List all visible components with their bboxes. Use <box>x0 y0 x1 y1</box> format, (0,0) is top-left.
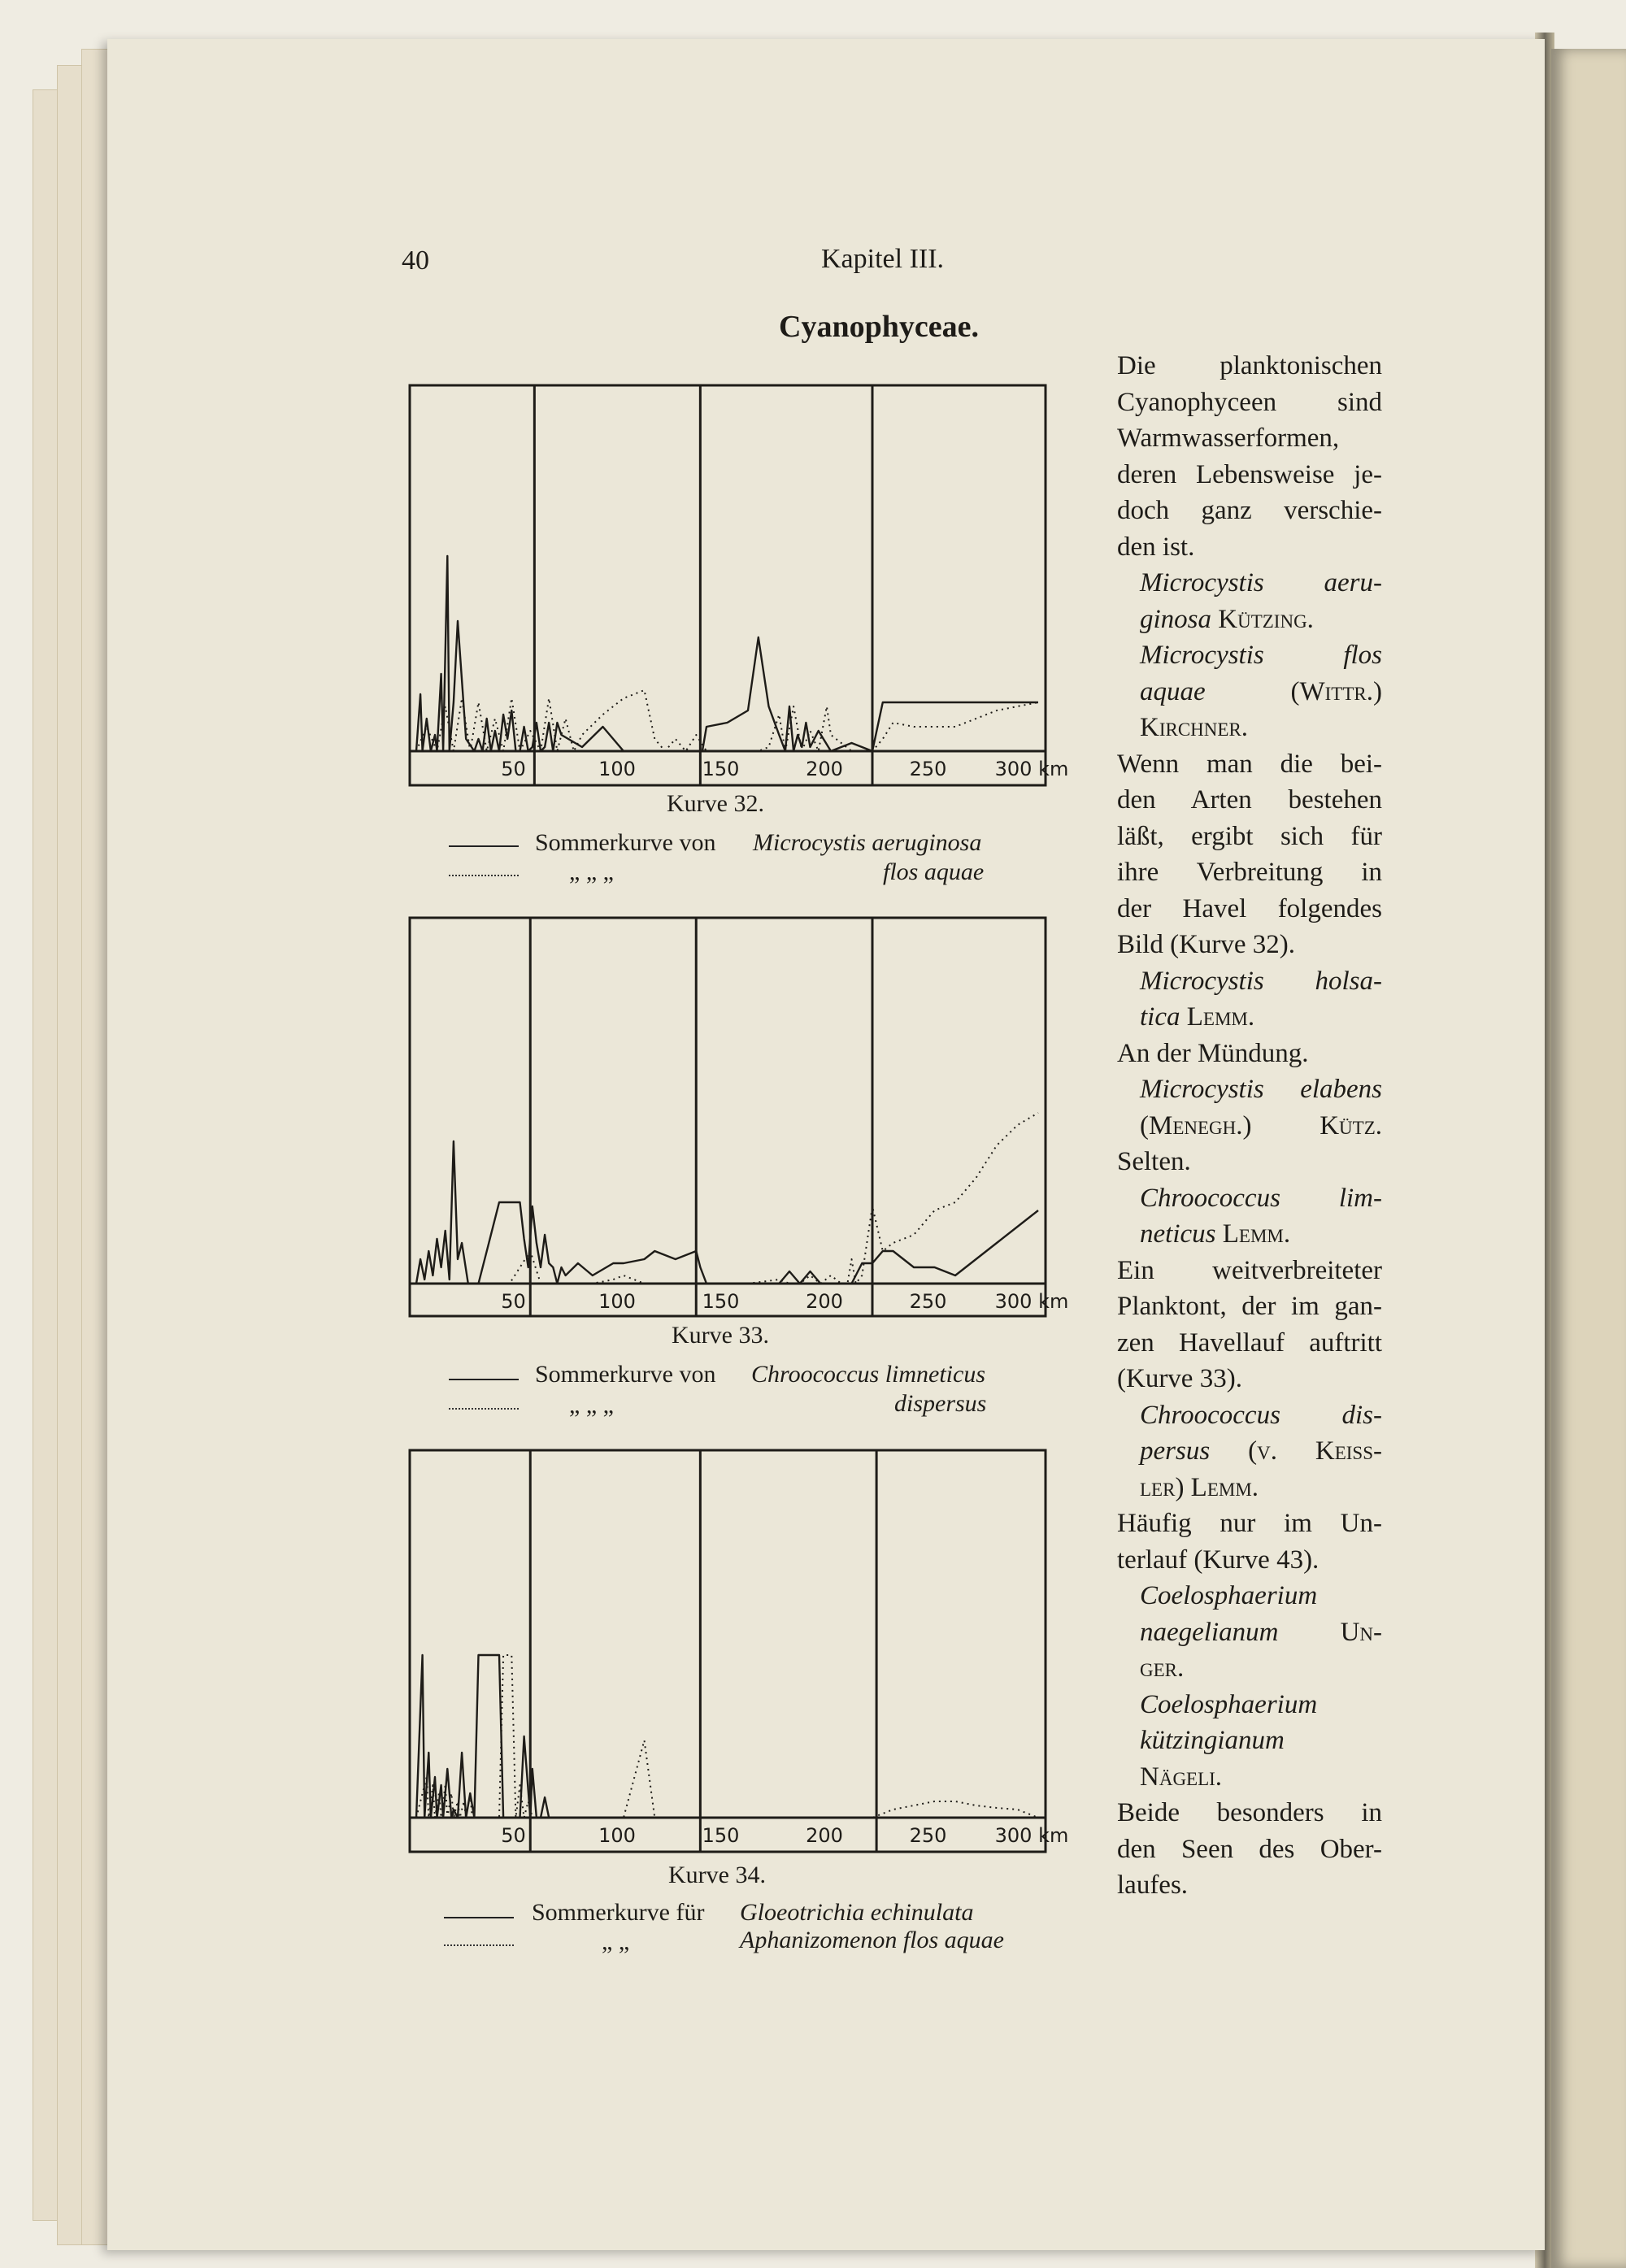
x-tick-label: 150 <box>702 758 740 780</box>
page-number: 40 <box>402 245 429 276</box>
body-text-line: zen Havellauf auftritt <box>1117 1327 1382 1358</box>
legend-dotted-line <box>444 1944 514 1946</box>
body-text-line <box>1117 999 1382 1036</box>
body-text-line <box>1117 674 1382 710</box>
chart-svg <box>408 1449 1069 1853</box>
figure-kurve-32 <box>408 384 1069 787</box>
x-tick-label: 50 <box>501 758 526 780</box>
author-name: Un- <box>1340 1617 1382 1647</box>
plot-frame <box>410 1450 1046 1852</box>
author-name: Lemm. <box>1222 1219 1291 1249</box>
body-text-line: Selten. <box>1117 1147 1191 1176</box>
x-tick-label: 200 <box>806 1824 843 1847</box>
figure-caption: Kurve 34. <box>668 1862 766 1888</box>
legend-prefix: Sommerkurve für <box>532 1899 705 1926</box>
x-tick-label: 100 <box>598 1824 636 1847</box>
x-tick-label: 300 km <box>994 758 1069 780</box>
body-text-line: Beide besonders in <box>1117 1798 1382 1827</box>
x-tick-label: 300 km <box>994 1824 1069 1847</box>
legend-ditto: „ „ „ <box>569 858 614 885</box>
body-text-line: Häufig nur im Un- <box>1117 1509 1382 1538</box>
body-text-line <box>1117 1433 1382 1470</box>
figure-kurve-34 <box>408 1449 1069 1853</box>
legend-ditto: „ „ <box>602 1928 630 1955</box>
italic-taxon: tica <box>1140 1002 1180 1032</box>
section-title: Cyanophyceae. <box>779 310 979 344</box>
body-text-line: kützingianum <box>1140 1726 1285 1755</box>
body-text-line: Microcystis flos <box>1140 641 1382 670</box>
legend-prefix: Sommerkurve von <box>535 829 716 856</box>
legend-solid-line <box>449 845 519 847</box>
body-text-line: Nägeli. <box>1140 1762 1223 1792</box>
plot-frame <box>410 918 1046 1316</box>
body-text-line: Chroococcus dis- <box>1140 1400 1382 1430</box>
legend-dotted-line <box>449 875 519 876</box>
body-text-line: Ein weitverbreiteter <box>1117 1255 1382 1285</box>
body-text-line: Microcystis holsa- <box>1140 966 1382 996</box>
legend-dotted-line <box>449 1408 519 1410</box>
body-text-line: An der Mündung. <box>1117 1038 1309 1068</box>
chart-svg <box>408 916 1069 1318</box>
series-line <box>416 1141 1038 1284</box>
body-text-line: der Havel folgendes <box>1117 893 1382 923</box>
x-tick-label: 150 <box>702 1824 740 1847</box>
body-text-line: Planktont, der im gan- <box>1117 1292 1382 1321</box>
body-text-line: terlauf (Kurve 43). <box>1117 1545 1319 1575</box>
legend-series-2: flos aquae <box>883 858 985 885</box>
legend-series-2: Aphanizomenon flos aquae <box>740 1927 1004 1953</box>
body-text-line: ihre Verbreitung in <box>1117 858 1382 887</box>
series-line <box>416 556 1038 751</box>
x-tick-label: 200 <box>806 1290 843 1313</box>
body-text-line: (Kurve 33). <box>1117 1364 1242 1393</box>
legend-ditto: „ „ „ <box>569 1392 614 1419</box>
legend-series-1: Microcystis aeruginosa <box>753 829 982 856</box>
x-tick-label: 300 km <box>994 1290 1069 1313</box>
x-tick-label: 150 <box>702 1290 740 1313</box>
italic-taxon: neticus <box>1140 1219 1216 1249</box>
author-name: Kützing. <box>1218 604 1314 634</box>
x-tick-label: 250 <box>909 1290 947 1313</box>
facing-page-edge <box>1551 49 1626 2268</box>
body-text-line <box>1117 1216 1382 1253</box>
body-text-line: ler) Lemm. <box>1140 1472 1259 1502</box>
figure-caption: Kurve 32. <box>667 790 764 817</box>
body-text-line: Wenn man die bei- <box>1117 749 1382 779</box>
running-head: Kapitel III. <box>821 244 945 274</box>
body-text-line <box>1117 1108 1382 1145</box>
body-text-line: Chroococcus lim- <box>1140 1183 1382 1213</box>
body-text-line: Bild (Kurve 32). <box>1117 930 1296 959</box>
chart-svg <box>408 384 1069 787</box>
body-text-line <box>1117 1614 1382 1651</box>
x-tick-label: 250 <box>909 758 947 780</box>
figure-kurve-33 <box>408 916 1069 1318</box>
body-text-line: Microcystis aeru- <box>1140 568 1382 597</box>
legend-series-1: Chroococcus limneticus <box>751 1361 986 1388</box>
x-tick-label: 200 <box>806 758 843 780</box>
legend-prefix: Sommerkurve von <box>535 1361 716 1388</box>
body-text-line: laufes. <box>1117 1870 1189 1900</box>
x-tick-label: 50 <box>501 1290 526 1313</box>
figure-caption: Kurve 33. <box>672 1322 769 1349</box>
series-line <box>416 1655 1038 1818</box>
x-tick-label: 100 <box>598 758 636 780</box>
body-text-line: ger. <box>1140 1653 1185 1683</box>
legend-series-1: Gloeotrichia echinulata <box>740 1899 974 1926</box>
italic-taxon: persus <box>1140 1436 1211 1466</box>
body-text-line <box>1117 602 1382 638</box>
legend-solid-line <box>444 1917 514 1918</box>
series-line <box>416 1655 1038 1818</box>
body-text-line: Kirchner. <box>1140 713 1249 742</box>
x-tick-label: 100 <box>598 1290 636 1313</box>
body-text-line: Microcystis elabens <box>1140 1075 1382 1104</box>
legend-series-2: dispersus <box>894 1390 987 1417</box>
body-text-line: Coelosphaerium <box>1140 1581 1318 1610</box>
author-name: Lemm. <box>1186 1002 1255 1032</box>
body-text-line: Die planktonischen <box>1117 351 1382 380</box>
body-text-line: deren Lebensweise je- <box>1117 459 1382 489</box>
body-text-line: den Arten bestehen <box>1117 785 1382 815</box>
body-text-column <box>1117 348 1382 1904</box>
body-text-line: Cyanophyceen sind <box>1117 387 1382 417</box>
author-name: (v. Keiss- <box>1248 1436 1382 1466</box>
author-name: (Wittr.) <box>1290 676 1382 706</box>
body-text-line: Coelosphaerium <box>1140 1689 1318 1719</box>
italic-taxon: ginosa <box>1140 604 1212 634</box>
legend-solid-line <box>449 1379 519 1380</box>
body-text-line: den Seen des Ober- <box>1117 1834 1382 1864</box>
body-text-line: läßt, ergibt sich für <box>1117 821 1382 851</box>
body-text-line: den ist. <box>1117 532 1195 562</box>
body-text-line: Warmwasserformen, <box>1117 424 1340 453</box>
series-line <box>416 1113 1038 1284</box>
italic-taxon: naegelianum <box>1140 1617 1279 1647</box>
body-text-line: doch ganz verschie- <box>1117 496 1382 525</box>
x-tick-label: 250 <box>909 1824 947 1847</box>
italic-taxon: aquae <box>1140 676 1206 706</box>
x-tick-label: 50 <box>501 1824 526 1847</box>
author-name: (Menegh.) Kütz. <box>1140 1110 1382 1141</box>
